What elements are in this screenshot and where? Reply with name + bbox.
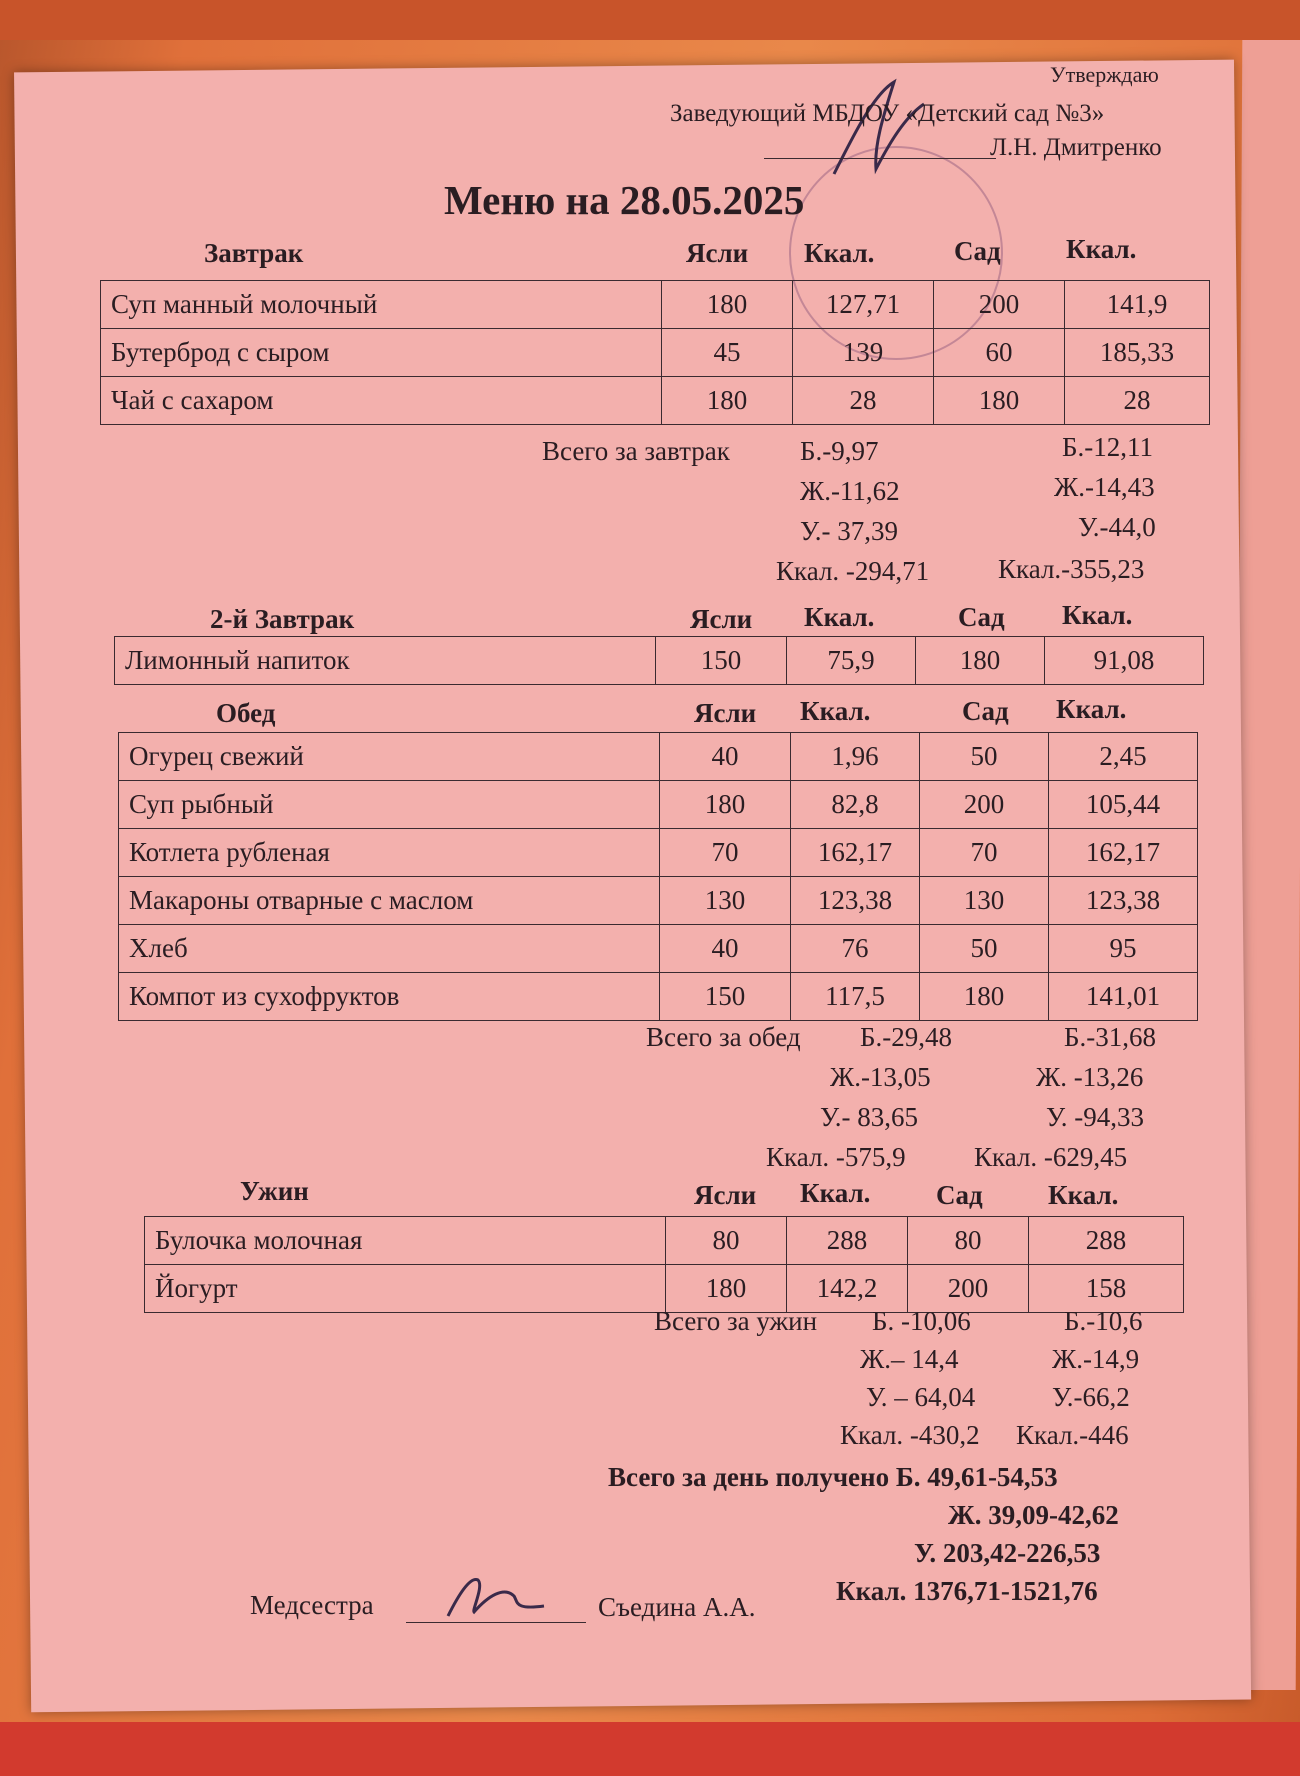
breakfast-total: Б.-9,97 [800,436,879,466]
breakfast2-table [114,636,1204,685]
table-row [101,377,1210,425]
dish-name: Хлеб [119,925,660,973]
garden-kcal: 158 [1029,1265,1184,1313]
nursery-portion: 130 [660,877,791,925]
dish-name: Компот из сухофруктов [119,973,660,1021]
garden-kcal: 288 [1029,1217,1184,1265]
table-row [119,877,1198,925]
nursery-kcal: 162,17 [791,829,920,877]
col-nursery: Ясли [686,238,749,268]
signature-line [764,158,996,159]
col-nursery: Ясли [694,698,757,728]
col-garden: Сад [958,602,1005,632]
lunch-table [118,732,1198,1021]
col-kcal: Ккал. [804,602,875,632]
garden-portion: 200 [920,781,1049,829]
dish-name: Макароны отварные с маслом [119,877,660,925]
day-total: У. 203,42-226,53 [914,1538,1101,1568]
dish-name: Бутерброд с сыром [101,329,662,377]
nursery-portion: 180 [662,377,793,425]
col-kcal: Ккал. [1048,1180,1119,1210]
day-total: Ж. 39,09-42,62 [948,1500,1119,1530]
garden-kcal: 105,44 [1049,781,1198,829]
nursery-portion: 180 [660,781,791,829]
nurse-signature [444,1566,554,1626]
dinner-total: Ж.– 14,4 [860,1344,959,1374]
lunch-total: Ж.-13,05 [830,1062,931,1092]
col-kcal: Ккал. [1062,600,1133,630]
table-row [119,973,1198,1021]
day-total: Ккал. 1376,71-1521,76 [836,1576,1098,1606]
menu-document [14,62,1234,1706]
table-row [101,281,1210,329]
day-total: Всего за день получено Б. 49,61-54,53 [608,1462,1058,1492]
col-nursery: Ясли [690,604,753,634]
board-frame-bottom [0,1722,1300,1776]
garden-kcal: 185,33 [1065,329,1210,377]
garden-portion: 130 [920,877,1049,925]
breakfast-total: Ккал.-355,23 [998,554,1145,584]
nursery-kcal: 28 [793,377,934,425]
breakfast-total: Ккал. -294,71 [776,556,930,586]
nursery-kcal: 75,9 [787,637,916,685]
approve-text: Утверждаю [1050,62,1159,87]
page-title: Меню на 28.05.2025 [444,177,805,223]
dinner-title: Ужин [240,1176,309,1206]
director-name: Л.Н. Дмитренко [990,134,1162,161]
garden-kcal: 2,45 [1049,733,1198,781]
breakfast2-title: 2-й Завтрак [210,604,355,634]
breakfast-total: Б.-12,11 [1062,432,1153,462]
dinner-total: Ж.-14,9 [1052,1344,1140,1374]
dinner-total-label: Всего за ужин [654,1306,818,1336]
lunch-total: Ккал. -629,45 [974,1142,1128,1172]
lunch-total: Ж. -13,26 [1036,1062,1144,1092]
table-row [119,829,1198,877]
garden-portion: 180 [934,377,1065,425]
lunch-total: Б.-29,48 [860,1022,952,1052]
garden-portion: 70 [920,829,1049,877]
nursery-portion: 70 [660,829,791,877]
garden-kcal: 95 [1049,925,1198,973]
breakfast-total: Ж.-11,62 [800,476,900,506]
lunch-total: У. -94,33 [1046,1102,1144,1132]
table-row [101,329,1210,377]
dish-name: Суп манный молочный [101,281,662,329]
lunch-title: Обед [216,698,276,728]
garden-portion: 60 [934,329,1065,377]
lunch-total-label: Всего за обед [646,1022,801,1052]
breakfast-title: Завтрак [204,238,304,268]
dinner-total: У.-66,2 [1052,1382,1130,1412]
breakfast-total-label: Всего за завтрак [542,436,730,466]
dinner-total: Б.-10,6 [1064,1306,1143,1336]
garden-portion: 200 [934,281,1065,329]
garden-kcal: 162,17 [1049,829,1198,877]
dish-name: Булочка молочная [145,1217,666,1265]
dish-name: Чай с сахаром [101,377,662,425]
col-kcal: Ккал. [800,696,871,726]
garden-kcal: 141,01 [1049,973,1198,1021]
nursery-kcal: 288 [787,1217,908,1265]
dinner-total: Б. -10,06 [872,1306,971,1336]
nursery-kcal: 117,5 [791,973,920,1021]
col-garden: Сад [962,696,1009,726]
garden-portion: 180 [920,973,1049,1021]
col-garden: Сад [954,236,1001,266]
garden-portion: 80 [908,1217,1029,1265]
nursery-kcal: 123,38 [791,877,920,925]
breakfast-total: У.-44,0 [1078,512,1156,542]
garden-portion: 50 [920,733,1049,781]
nursery-portion: 40 [660,925,791,973]
table-row [145,1217,1184,1265]
col-nursery: Ясли [694,1180,757,1210]
director-signature [824,74,944,184]
table-row [119,781,1198,829]
col-kcal: Ккал. [1066,234,1137,264]
nursery-portion: 180 [666,1265,787,1313]
table-row [119,925,1198,973]
dinner-table [144,1216,1184,1313]
table-row [115,637,1204,685]
garden-kcal: 28 [1065,377,1210,425]
dinner-total: Ккал.-446 [1016,1420,1129,1450]
breakfast-total: У.- 37,39 [800,516,898,546]
director-line: Заведующий МБДОУ «Детский сад №3» [670,100,1105,127]
lunch-total: У.- 83,65 [820,1102,918,1132]
dinner-total: Ккал. -430,2 [840,1420,980,1450]
nursery-kcal: 76 [791,925,920,973]
breakfast-total: Ж.-14,43 [1054,472,1155,502]
garden-portion: 180 [916,637,1045,685]
dish-name: Суп рыбный [119,781,660,829]
nurse-label: Медсестра [250,1590,374,1620]
col-kcal: Ккал. [800,1178,871,1208]
nursery-portion: 45 [662,329,793,377]
nursery-portion: 150 [656,637,787,685]
garden-kcal: 91,08 [1045,637,1204,685]
col-kcal: Ккал. [804,238,875,268]
nursery-portion: 150 [660,973,791,1021]
board-frame-top [0,0,1300,40]
garden-kcal: 141,9 [1065,281,1210,329]
dish-name: Лимонный напиток [115,637,656,685]
nursery-portion: 80 [666,1217,787,1265]
table-row [119,733,1198,781]
garden-portion: 50 [920,925,1049,973]
col-garden: Сад [936,1180,983,1210]
nursery-kcal: 142,2 [787,1265,908,1313]
nursery-portion: 40 [660,733,791,781]
dish-name: Огурец свежий [119,733,660,781]
col-kcal: Ккал. [1056,694,1127,724]
lunch-total: Б.-31,68 [1064,1022,1156,1052]
nursery-kcal: 127,71 [793,281,934,329]
lunch-total: Ккал. -575,9 [766,1142,906,1172]
nurse-name: Съедина А.А. [598,1592,756,1622]
garden-kcal: 123,38 [1049,877,1198,925]
dish-name: Йогурт [145,1265,666,1313]
nursery-kcal: 82,8 [791,781,920,829]
dinner-total: У. – 64,04 [866,1382,976,1412]
garden-portion: 200 [908,1265,1029,1313]
nursery-kcal: 139 [793,329,934,377]
dish-name: Котлета рубленая [119,829,660,877]
nursery-kcal: 1,96 [791,733,920,781]
nursery-portion: 180 [662,281,793,329]
breakfast-table [100,280,1210,425]
